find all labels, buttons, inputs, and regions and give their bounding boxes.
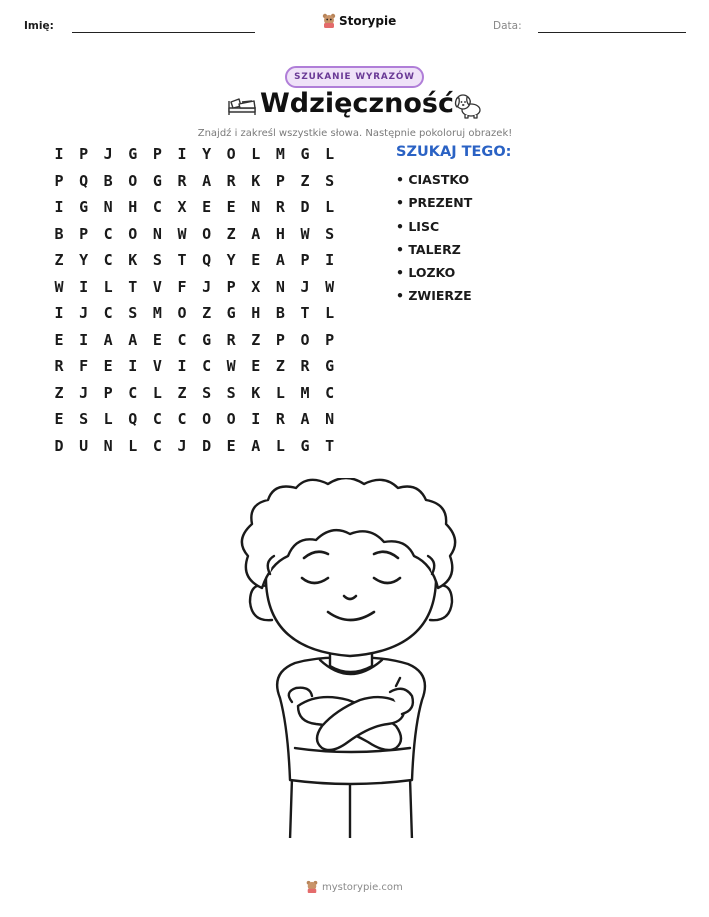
grid-letter[interactable]: I <box>54 198 64 216</box>
grid-letter[interactable]: Z <box>177 383 187 402</box>
grid-letter[interactable]: P <box>79 224 89 243</box>
grid-letter[interactable]: O <box>128 224 138 243</box>
grid-letter[interactable]: A <box>202 171 212 190</box>
grid-letter[interactable]: V <box>152 357 162 375</box>
grid-letter[interactable]: C <box>152 198 162 216</box>
grid-letter[interactable]: G <box>300 145 310 163</box>
grid-letter[interactable]: B <box>54 224 64 243</box>
grid-letter[interactable]: T <box>128 277 138 296</box>
grid-letter[interactable]: G <box>202 330 212 349</box>
grid-letter[interactable]: Z <box>300 171 310 190</box>
grid-letter[interactable]: E <box>103 357 113 375</box>
grid-letter[interactable]: D <box>300 198 310 216</box>
grid-letter[interactable]: Y <box>79 251 89 269</box>
grid-letter[interactable]: Z <box>202 304 212 322</box>
grid-letter[interactable]: F <box>79 357 89 375</box>
grid-letter[interactable]: P <box>300 251 310 269</box>
grid-letter[interactable]: X <box>251 277 261 296</box>
grid-letter[interactable]: D <box>54 436 64 455</box>
grid-letter[interactable]: H <box>128 198 138 216</box>
grid-letter[interactable]: C <box>325 383 335 402</box>
grid-letter[interactable]: Z <box>226 224 236 243</box>
grid-letter[interactable]: L <box>325 304 335 322</box>
instructions: Znajdź i zakreśl wszystkie słowa. Następnie pokoloruj obrazek! <box>197 128 513 139</box>
grid-letter[interactable]: I <box>325 251 335 269</box>
grid-letter[interactable]: H <box>251 304 261 322</box>
grid-letter[interactable]: O <box>300 330 310 349</box>
grid-letter[interactable]: Z <box>275 357 285 375</box>
grid-letter[interactable]: J <box>177 436 187 455</box>
grid-letter[interactable]: E <box>202 198 212 216</box>
grid-letter[interactable]: O <box>226 410 236 428</box>
grid-letter[interactable]: W <box>54 277 64 296</box>
grid-letter[interactable]: A <box>103 330 113 349</box>
grid-letter[interactable]: C <box>128 383 138 402</box>
grid-letter[interactable]: K <box>128 251 138 269</box>
grid-letter[interactable]: B <box>275 304 285 322</box>
grid-letter[interactable]: H <box>275 224 285 243</box>
grid-letter[interactable]: R <box>300 357 310 375</box>
grid-letter[interactable]: O <box>128 171 138 190</box>
grid-letter[interactable]: M <box>275 145 285 163</box>
grid-letter[interactable]: L <box>325 198 335 216</box>
grid-letter[interactable]: E <box>54 330 64 349</box>
grid-letter[interactable]: L <box>275 436 285 455</box>
grid-letter[interactable]: E <box>251 251 261 269</box>
grid-letter[interactable]: E <box>152 330 162 349</box>
grid-letter[interactable]: N <box>103 198 113 216</box>
grid-letter[interactable]: O <box>226 145 236 163</box>
grid-letter[interactable]: G <box>325 357 335 375</box>
word-list-item: • TALERZ <box>396 241 461 257</box>
grid-letter[interactable]: E <box>226 198 236 216</box>
grid-letter[interactable]: R <box>275 198 285 216</box>
word-list-item: • CIASTKO <box>396 172 470 187</box>
storypie-bear-icon <box>322 13 336 29</box>
date-label: Data: <box>493 20 522 32</box>
grid-letter[interactable]: N <box>251 198 261 216</box>
grid-letter[interactable]: S <box>325 224 335 243</box>
grid-letter[interactable]: I <box>177 145 187 163</box>
grid-letter[interactable]: O <box>177 304 187 322</box>
grid-letter[interactable]: T <box>177 251 187 269</box>
word-list-item: • LISC <box>396 218 440 234</box>
grid-letter[interactable]: J <box>79 304 89 322</box>
grid-letter[interactable]: T <box>325 436 335 455</box>
grid-letter[interactable]: P <box>103 383 113 402</box>
grid-letter[interactable]: C <box>202 357 212 375</box>
grid-letter[interactable]: I <box>54 304 64 322</box>
grid-letter[interactable]: W <box>226 357 236 375</box>
grid-letter[interactable]: L <box>325 145 335 163</box>
grid-letter[interactable]: Z <box>54 383 64 402</box>
grid-letter[interactable]: Q <box>128 410 138 428</box>
grid-letter[interactable]: C <box>103 224 113 243</box>
grid-letter[interactable]: J <box>202 277 212 296</box>
footer <box>306 880 403 894</box>
grid-letter[interactable]: I <box>251 410 261 428</box>
grid-letter[interactable]: B <box>103 171 113 190</box>
grid-letter[interactable]: G <box>152 171 162 190</box>
grid-letter[interactable]: P <box>152 145 162 163</box>
grid-letter[interactable]: I <box>54 145 64 163</box>
grid-letter[interactable]: R <box>226 171 236 190</box>
grid-letter[interactable]: E <box>251 357 261 375</box>
grid-letter[interactable]: P <box>275 330 285 349</box>
grid-letter[interactable]: F <box>177 277 187 296</box>
name-label: Imię: <box>24 20 54 32</box>
grid-letter[interactable]: D <box>202 436 212 455</box>
grid-letter[interactable]: W <box>325 277 335 296</box>
grid-letter[interactable]: L <box>103 410 113 428</box>
grid-letter[interactable]: I <box>79 277 89 296</box>
grid-letter[interactable]: X <box>177 198 187 216</box>
grid-letter[interactable]: R <box>54 357 64 375</box>
grid-letter[interactable]: P <box>79 145 89 163</box>
grid-letter[interactable]: Q <box>202 251 212 269</box>
grid-letter[interactable]: E <box>54 410 64 428</box>
grid-letter[interactable]: P <box>275 171 285 190</box>
grid-letter[interactable]: U <box>79 436 89 455</box>
grid-letter[interactable]: L <box>152 383 162 402</box>
grid-letter[interactable]: R <box>226 330 236 349</box>
grid-letter[interactable]: P <box>226 277 236 296</box>
grid-letter[interactable]: L <box>128 436 138 455</box>
grid-letter[interactable]: G <box>79 198 89 216</box>
grid-letter[interactable]: W <box>300 224 310 243</box>
grid-letter[interactable]: R <box>275 410 285 428</box>
name-line[interactable] <box>72 32 255 33</box>
grid-letter[interactable]: S <box>226 383 236 402</box>
grid-letter[interactable]: N <box>325 410 335 428</box>
grid-letter[interactable]: K <box>251 171 261 190</box>
grid-letter[interactable]: G <box>300 436 310 455</box>
grid-letter[interactable]: S <box>152 251 162 269</box>
grid-letter[interactable]: S <box>325 171 335 190</box>
grid-letter[interactable]: Z <box>54 251 64 269</box>
grid-letter[interactable]: N <box>152 224 162 243</box>
word-search-badge: SZUKANIE WYRAZÓW <box>285 66 424 88</box>
grid-letter[interactable]: C <box>152 410 162 428</box>
grid-letter[interactable]: C <box>177 410 187 428</box>
grid-letter[interactable]: N <box>103 436 113 455</box>
grid-letter[interactable]: I <box>79 330 89 349</box>
word-list-item: • LOZKO <box>396 265 456 281</box>
grid-letter[interactable]: V <box>152 277 162 296</box>
grid-letter[interactable]: I <box>177 357 187 375</box>
grid-letter[interactable]: G <box>128 145 138 163</box>
grid-letter[interactable]: T <box>300 304 310 322</box>
grid-letter[interactable]: K <box>251 383 261 402</box>
grid-letter[interactable]: Y <box>202 145 212 163</box>
grid-letter[interactable]: J <box>79 383 89 402</box>
puppy-icon <box>452 92 484 120</box>
word-list-item: • PREZENT <box>396 195 473 211</box>
grid-letter[interactable]: P <box>325 330 335 349</box>
word-list <box>396 172 472 312</box>
footer-site: mystorypie.com <box>322 881 403 893</box>
grid-letter[interactable]: G <box>226 304 236 322</box>
grid-letter[interactable]: Q <box>79 171 89 190</box>
grid-letter[interactable]: J <box>300 277 310 296</box>
grid-letter[interactable]: J <box>103 145 113 163</box>
grid-letter[interactable]: C <box>103 304 113 322</box>
grid-letter[interactable]: N <box>275 277 285 296</box>
grid-letter[interactable]: L <box>251 145 261 163</box>
grid-letter[interactable]: W <box>177 224 187 243</box>
grid-letter[interactable]: S <box>202 383 212 402</box>
grid-letter[interactable]: O <box>202 410 212 428</box>
brand-name: Storypie <box>339 14 397 28</box>
brand-logo <box>322 13 396 29</box>
grid-letter[interactable]: A <box>251 224 261 243</box>
word-list-heading: SZUKAJ TEGO: <box>396 144 512 160</box>
grid-letter[interactable]: I <box>128 357 138 375</box>
grid-letter[interactable]: A <box>275 251 285 269</box>
grid-letter[interactable]: S <box>128 304 138 322</box>
grid-letter[interactable]: A <box>300 410 310 428</box>
grid-letter[interactable]: R <box>177 171 187 190</box>
boy-with-crossed-arms-illustration <box>200 478 500 838</box>
grid-letter[interactable]: Z <box>251 330 261 349</box>
grid-letter[interactable]: C <box>103 251 113 269</box>
word-list-item: • ZWIERZE <box>396 288 472 304</box>
grid-letter[interactable]: E <box>226 436 236 455</box>
grid-letter[interactable]: C <box>152 436 162 455</box>
grid-letter[interactable]: L <box>275 383 285 402</box>
grid-letter[interactable]: S <box>79 410 89 428</box>
storypie-bear-icon <box>306 880 318 894</box>
bed-icon <box>226 93 258 119</box>
grid-letter[interactable]: O <box>202 224 212 243</box>
page-title: Wdzięczność <box>260 88 454 119</box>
grid-letter[interactable]: L <box>103 277 113 296</box>
grid-letter[interactable]: C <box>177 330 187 349</box>
date-line[interactable] <box>538 32 686 33</box>
grid-letter[interactable]: P <box>54 171 64 190</box>
grid-letter[interactable]: Y <box>226 251 236 269</box>
grid-letter[interactable]: A <box>251 436 261 455</box>
grid-letter[interactable]: M <box>300 383 310 402</box>
grid-letter[interactable]: A <box>128 330 138 349</box>
grid-letter[interactable]: M <box>152 304 162 322</box>
